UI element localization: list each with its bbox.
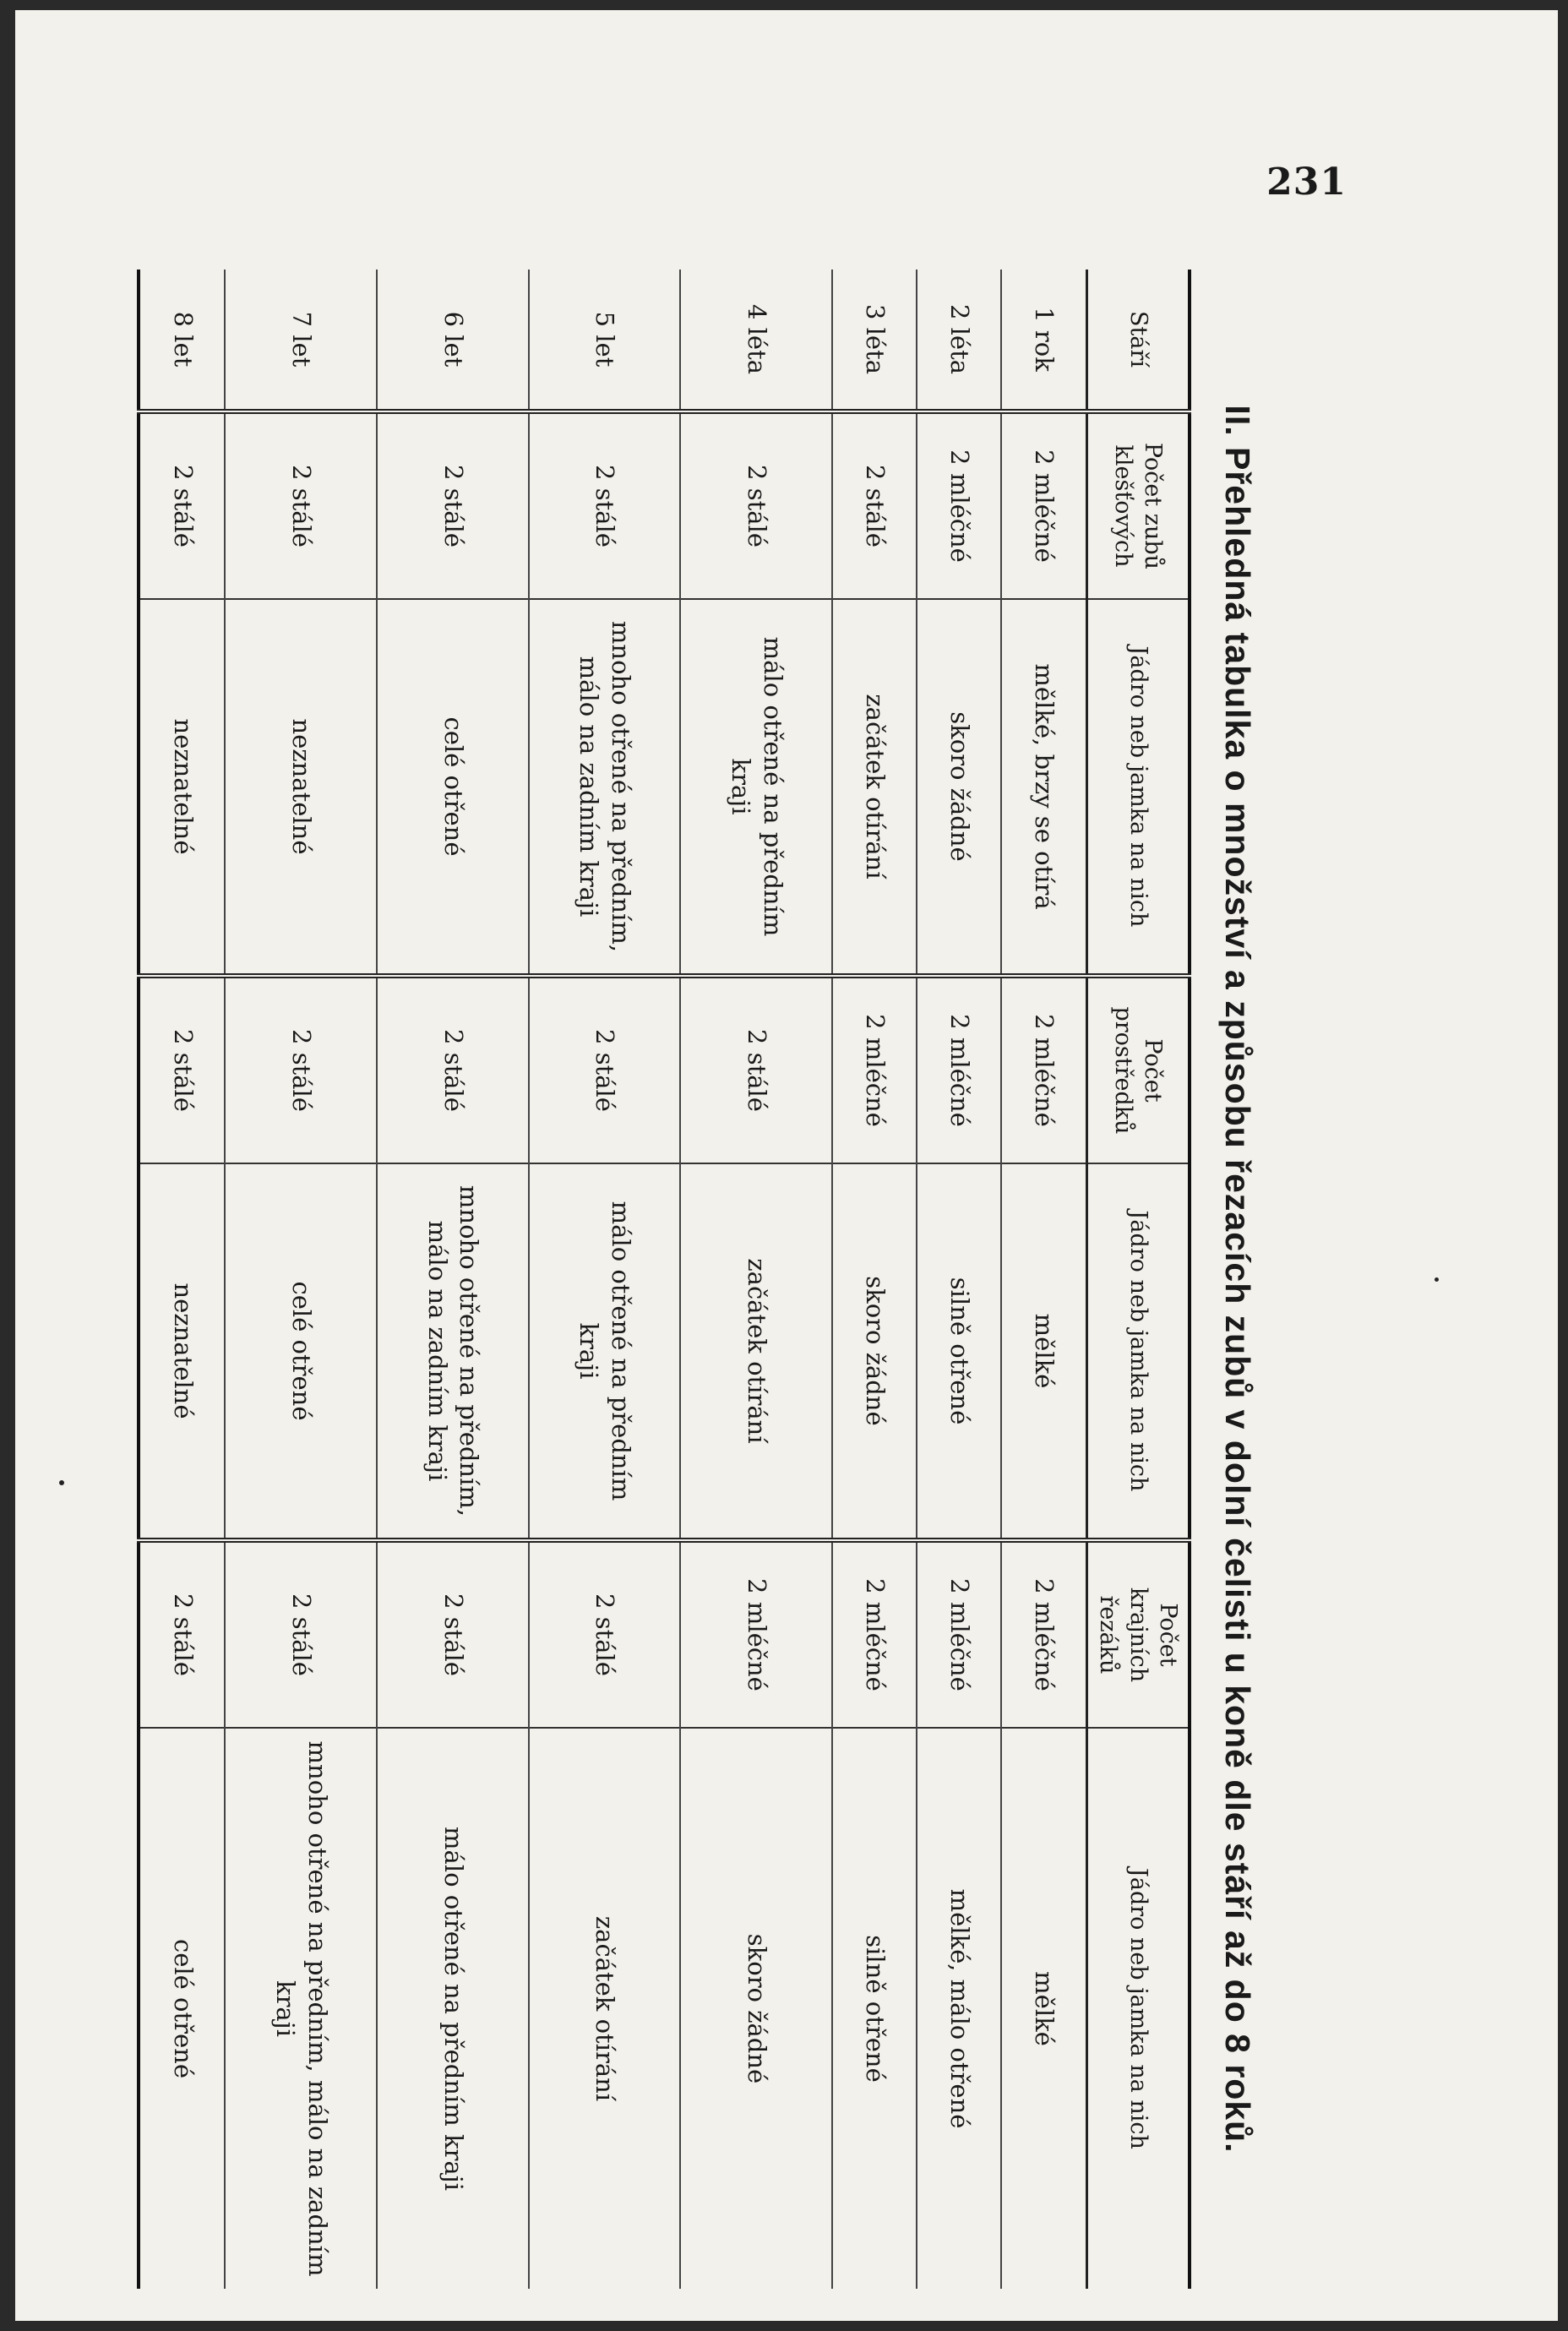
cell-middle-cup: celé otřené xyxy=(225,1163,377,1540)
table-row xyxy=(1001,270,1086,2289)
page-number: 231 xyxy=(1266,161,1347,204)
cell-middle-count: 2 stálé xyxy=(139,976,225,1163)
table-row xyxy=(529,270,681,2289)
overview-table xyxy=(137,270,1191,2289)
cell-corner-count: 2 mléčné xyxy=(680,1540,832,1728)
cell-central-cup: neznatelné xyxy=(139,599,225,976)
header-corner-count: Počet krajních řezáků xyxy=(1087,1540,1190,1728)
rotated-table-frame xyxy=(137,270,1284,2289)
cell-central-count: 2 stálé xyxy=(377,411,529,599)
cell-corner-count: 2 mléčné xyxy=(832,1540,917,1728)
cell-corner-cup: mělké xyxy=(1001,1728,1086,2289)
table-header-row xyxy=(1087,270,1190,2289)
cell-middle-cup: neznatelné xyxy=(139,1163,225,1540)
cell-corner-cup: skoro žádné xyxy=(680,1728,832,2289)
cell-middle-count: 2 stálé xyxy=(225,976,377,1163)
cell-corner-count: 2 stálé xyxy=(139,1540,225,1728)
header-middle-count: Počet prostředků xyxy=(1087,976,1190,1163)
cell-middle-count: 2 stálé xyxy=(529,976,681,1163)
cell-central-cup: málo otřené na předním kraji xyxy=(680,599,832,976)
cell-age: 8 let xyxy=(139,270,225,411)
cell-corner-cup: celé otřené xyxy=(139,1728,225,2289)
cell-central-count: 2 stálé xyxy=(680,411,832,599)
cell-central-cup: mělké, brzy se otírá xyxy=(1001,599,1086,976)
cell-age: 7 let xyxy=(225,270,377,411)
header-central-cup: Jádro neb jamka na nich xyxy=(1087,599,1190,976)
cell-central-cup: mnoho otřené na předním, málo na zadním kraji xyxy=(529,599,681,976)
cell-middle-cup: silně otřené xyxy=(917,1163,1001,1540)
ink-speck xyxy=(1435,1277,1439,1282)
cell-central-count: 2 stálé xyxy=(139,411,225,599)
cell-middle-cup: málo otřené na předním kraji xyxy=(529,1163,681,1540)
cell-central-cup: neznatelné xyxy=(225,599,377,976)
cell-corner-cup: málo otřené na předním kraji xyxy=(377,1728,529,2289)
cell-middle-count: 2 stálé xyxy=(377,976,529,1163)
cell-age: 5 let xyxy=(529,270,681,411)
cell-corner-cup: začátek otírání xyxy=(529,1728,681,2289)
header-age: Stáří xyxy=(1087,270,1190,411)
cell-corner-count: 2 stálé xyxy=(225,1540,377,1728)
cell-corner-cup: mnoho otřené na předním, málo na zadním kraji xyxy=(225,1728,377,2289)
cell-middle-count: 2 mléčné xyxy=(832,976,917,1163)
table-title: II. Přehledná tabulka o množství a způsobu řezacích zubů v dolní čelisti u koně dle stáří až do 8 roků. xyxy=(1218,405,1258,2154)
cell-corner-cup: silně otřené xyxy=(832,1728,917,2289)
cell-central-count: 2 stálé xyxy=(832,411,917,599)
cell-middle-cup: mělké xyxy=(1001,1163,1086,1540)
cell-central-count: 2 mléčné xyxy=(917,411,1001,599)
cell-corner-count: 2 stálé xyxy=(529,1540,681,1728)
cell-central-count: 2 mléčné xyxy=(1001,411,1086,599)
cell-age: 2 léta xyxy=(917,270,1001,411)
cell-corner-cup: mělké, málo otřené xyxy=(917,1728,1001,2289)
table-row xyxy=(832,270,917,2289)
cell-corner-count: 2 stálé xyxy=(377,1540,529,1728)
cell-age: 4 léta xyxy=(680,270,832,411)
cell-corner-count: 2 mléčné xyxy=(1001,1540,1086,1728)
table-row xyxy=(917,270,1001,2289)
table-row xyxy=(225,270,377,2289)
ink-speck xyxy=(59,1480,64,1485)
table-row xyxy=(680,270,832,2289)
cell-corner-count: 2 mléčné xyxy=(917,1540,1001,1728)
header-middle-cup: Jádro neb jamka na nich xyxy=(1087,1163,1190,1540)
cell-age: 6 let xyxy=(377,270,529,411)
book-page xyxy=(15,10,1558,2321)
cell-middle-cup: mnoho otřené na předním, málo na zadním kraji xyxy=(377,1163,529,1540)
cell-middle-cup: začátek otírání xyxy=(680,1163,832,1540)
cell-age: 1 rok xyxy=(1001,270,1086,411)
cell-central-cup: skoro žádné xyxy=(917,599,1001,976)
header-corner-cup: Jádro neb jamka na nich xyxy=(1087,1728,1190,2289)
cell-central-cup: celé otřené xyxy=(377,599,529,976)
cell-age: 3 léta xyxy=(832,270,917,411)
header-central-count: Počet zubů klešťových xyxy=(1087,411,1190,599)
cell-middle-cup: skoro žádné xyxy=(832,1163,917,1540)
table-row xyxy=(377,270,529,2289)
table-row xyxy=(139,270,225,2289)
cell-middle-count: 2 mléčné xyxy=(1001,976,1086,1163)
cell-central-count: 2 stálé xyxy=(225,411,377,599)
cell-middle-count: 2 mléčné xyxy=(917,976,1001,1163)
cell-central-cup: začátek otírání xyxy=(832,599,917,976)
cell-central-count: 2 stálé xyxy=(529,411,681,599)
cell-middle-count: 2 stálé xyxy=(680,976,832,1163)
